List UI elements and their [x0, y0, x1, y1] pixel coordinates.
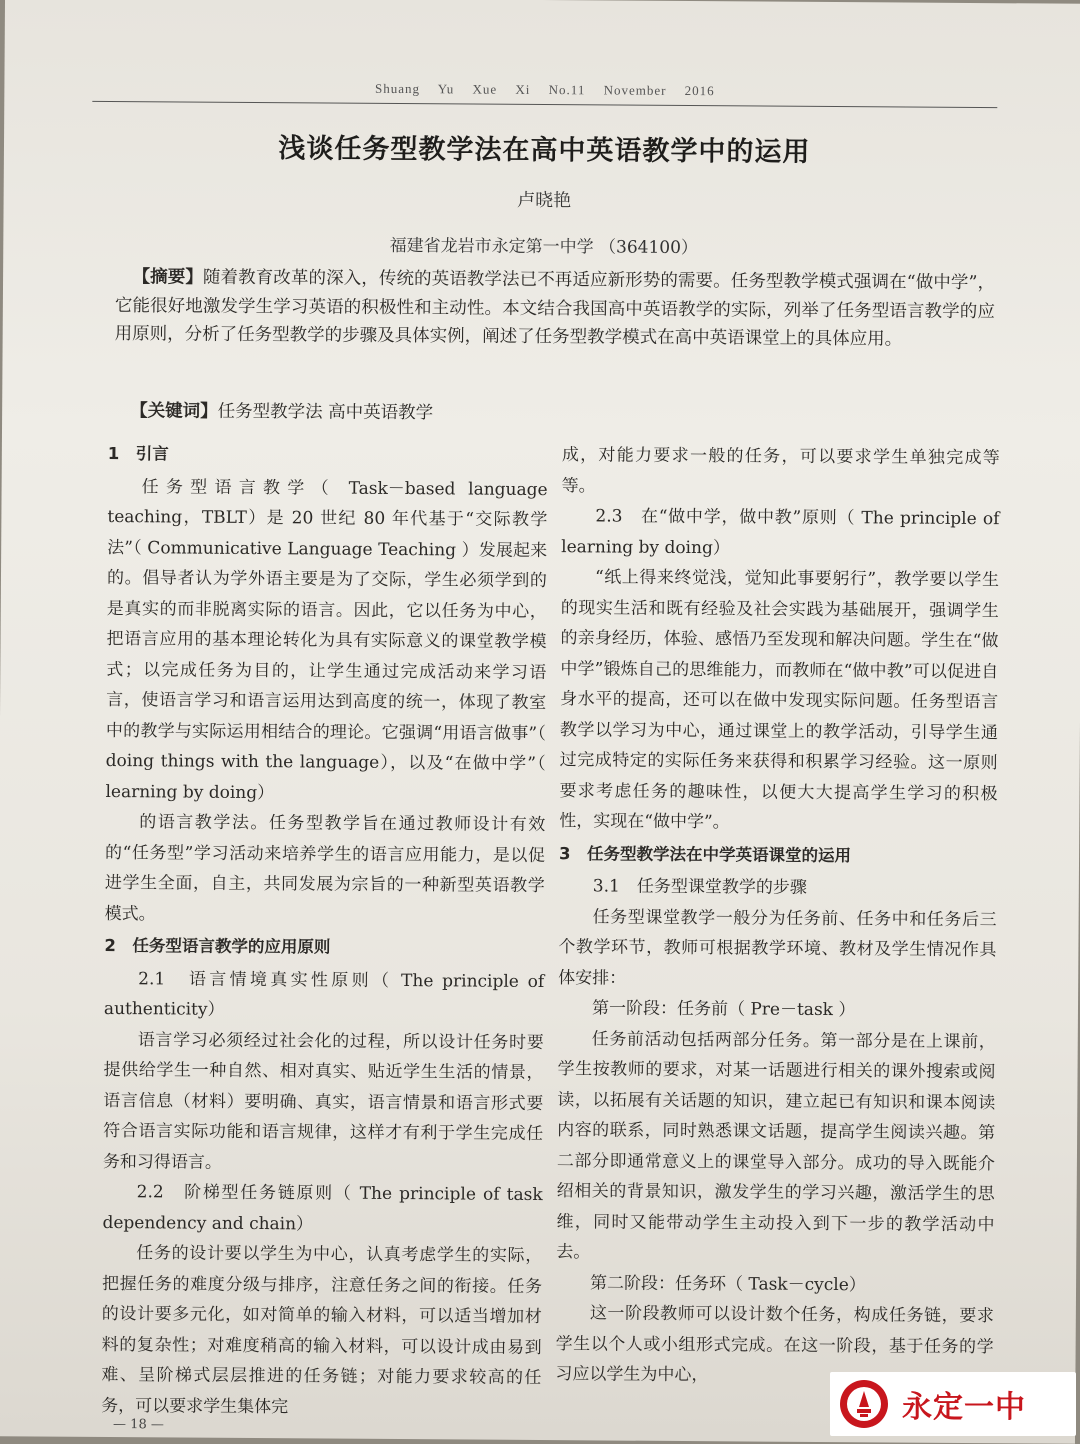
section-heading: 第一阶段：任务前（ Pre－task ）: [591, 998, 856, 1021]
author-name: 卢晓艳: [517, 189, 572, 212]
page-number: — 18 —: [113, 1417, 164, 1433]
keywords-text: 任务型教学法 高中英语教学: [217, 401, 434, 424]
section-heading: 2.3 在“做中学，做中教”原则（ The principle of learning by doing）: [561, 506, 1000, 558]
paragraph: 任务型语言教学（ Task－based language teaching，TBLT）是 20 世纪 80 年代基于“交际教学法”（ Communicative Language Teaching ）发展起来的。倡导者认为学外语主要是为了交际，学生必须学到的是真实的而非脱离实际的语言。因此，它以任务为中心，把语言应用的基本理论转化为具有实际意义的课堂教学模式；以完成任务为目的，让学生通过完成活动来学习语言，使语言学习和语言运用达到高度的统一，体现了教室中的教学与实际运用相结合的理论。它强调“用语言做事”（ doing things with the language），以及“在做中学”（ learning by doing）: [105, 476, 548, 803]
section-heading: 第二阶段：任务环（ Task－cycle）: [590, 1272, 866, 1295]
section-heading: 2 任务型语言教学的应用原则: [104, 935, 331, 957]
section-heading: 1 引言: [107, 443, 169, 464]
abstract-label: 【摘要】: [132, 267, 204, 288]
paragraph: 这一阶段教师可以设计数个任务，构成任务链，要求学生以个人或小组形式完成。在这一阶段，基于任务的学习应以学生为中心，: [555, 1303, 994, 1386]
article-title: 浅谈任务型教学法在高中英语教学中的运用: [278, 133, 811, 168]
paragraph: 成，对能力要求一般的任务，可以要求学生单独完成等等。: [561, 445, 1000, 496]
section-heading: 2.1 语言情境真实性原则（ The principle of authenticity）: [103, 968, 545, 1020]
abstract-text: 随着教育改革的深入，传统的英语教学法已不再适应新形势的需要。任务型教学模式强调在“做中学”，它能很好地激发学生学习英语的积极性和主动性。本文结合我国高中英语教学的实际，列举了任务型语言教学的应用原则，分析了任务型教学的步骤及具体实例，阐述了任务型教学模式在高中英语课堂上的具体应用。: [114, 267, 996, 350]
paragraph: 任务型课堂教学一般分为任务前、任务中和任务后三个教学环节，教师可根据教学环境、教材及学生情况作具体安排：: [558, 906, 997, 989]
school-watermark: [830, 1372, 1076, 1436]
author-affiliation: 福建省龙岩市永定第一中学 （364100）: [389, 235, 699, 259]
right-column: [555, 440, 1000, 1393]
paragraph: 任务的设计要以学生为中心，认真考虑学生的实际，把握任务的难度分级与排序，注意任务之间的衔接。任务的设计要多元化，如对简单的输入材料，可以适当增加材料的复杂性；对难度稍高的输入材料，可以设计成由易到难、呈阶梯式层层推进的任务链；对能力要求较高的任务，可以要求学生集体完: [101, 1243, 543, 1417]
left-column: [101, 437, 548, 1424]
section-heading: 3 任务型教学法在中学英语课堂的运用: [559, 843, 852, 865]
watermark-text: 永定一中: [902, 1390, 1026, 1425]
paragraph: 语言学习必须经过社会化的过程，所以设计任务时要提供给学生一种自然、相对真实、贴近学生生活的情景，语言信息（材料）要明确、真实，语言情景和语言形式要符合语言实际功能和语言规律，这样才有利于学生完成任务和习得语言。: [102, 1029, 544, 1173]
running-head: Shuang Yu Xue Xi No.11 November 2016: [375, 80, 715, 99]
abstract: [115, 263, 996, 355]
paragraph: 任务前活动包括两部分任务。第一部分是在上课前，学生按教师的要求，对某一话题进行相关的课外搜索或阅读，以拓展有关话题的知识，建立起已有知识和课本阅读内容的联系，同时熟悉课文话题，提高学生阅读兴趣。第二部分即通常意义上的课堂导入部分。成功的导入既能介绍相关的背景知识，激发学生的学习兴趣，激活学生的思维，同时又能带动学生主动投入到下一步的教学活动中去。: [556, 1028, 996, 1263]
paragraph: “纸上得来终觉浅，觉知此事要躬行”，教学要以学生的现实生活和既有经验及社会实践为基础展开，强调学生的亲身经历，体验、感悟乃至发现和解决问题。学生在“做中学”锻炼自己的思维能力，而教师在“做中教”可以促进自身水平的提高，还可以在做中发现实际问题。任务型语言教学以学习为中心，通过课堂上的教学活动，引导学生通过完成特定的实际任务来获得和积累学习经验。这一原则要求考虑任务的趣味性，以便大大提高学生学习的积极性，实现在“做中学”。: [559, 567, 1000, 833]
header-rule: [92, 101, 997, 108]
section-heading: 2.2 阶梯型任务链原则（ The principle of task dependency and chain）: [102, 1182, 543, 1234]
school-seal-icon: [838, 1378, 890, 1430]
keywords-label: 【关键词】: [130, 401, 218, 422]
paragraph: 的语言教学法。任务型教学旨在通过教师设计有效的“任务型”学习活动来培养学生的语言应用能力，是以促进学生全面，自主，共同发展为宗旨的一种新型英语教学模式。: [104, 812, 546, 924]
keywords: [130, 397, 990, 428]
section-heading: 3.1 任务型课堂教学的步骤: [592, 876, 807, 898]
